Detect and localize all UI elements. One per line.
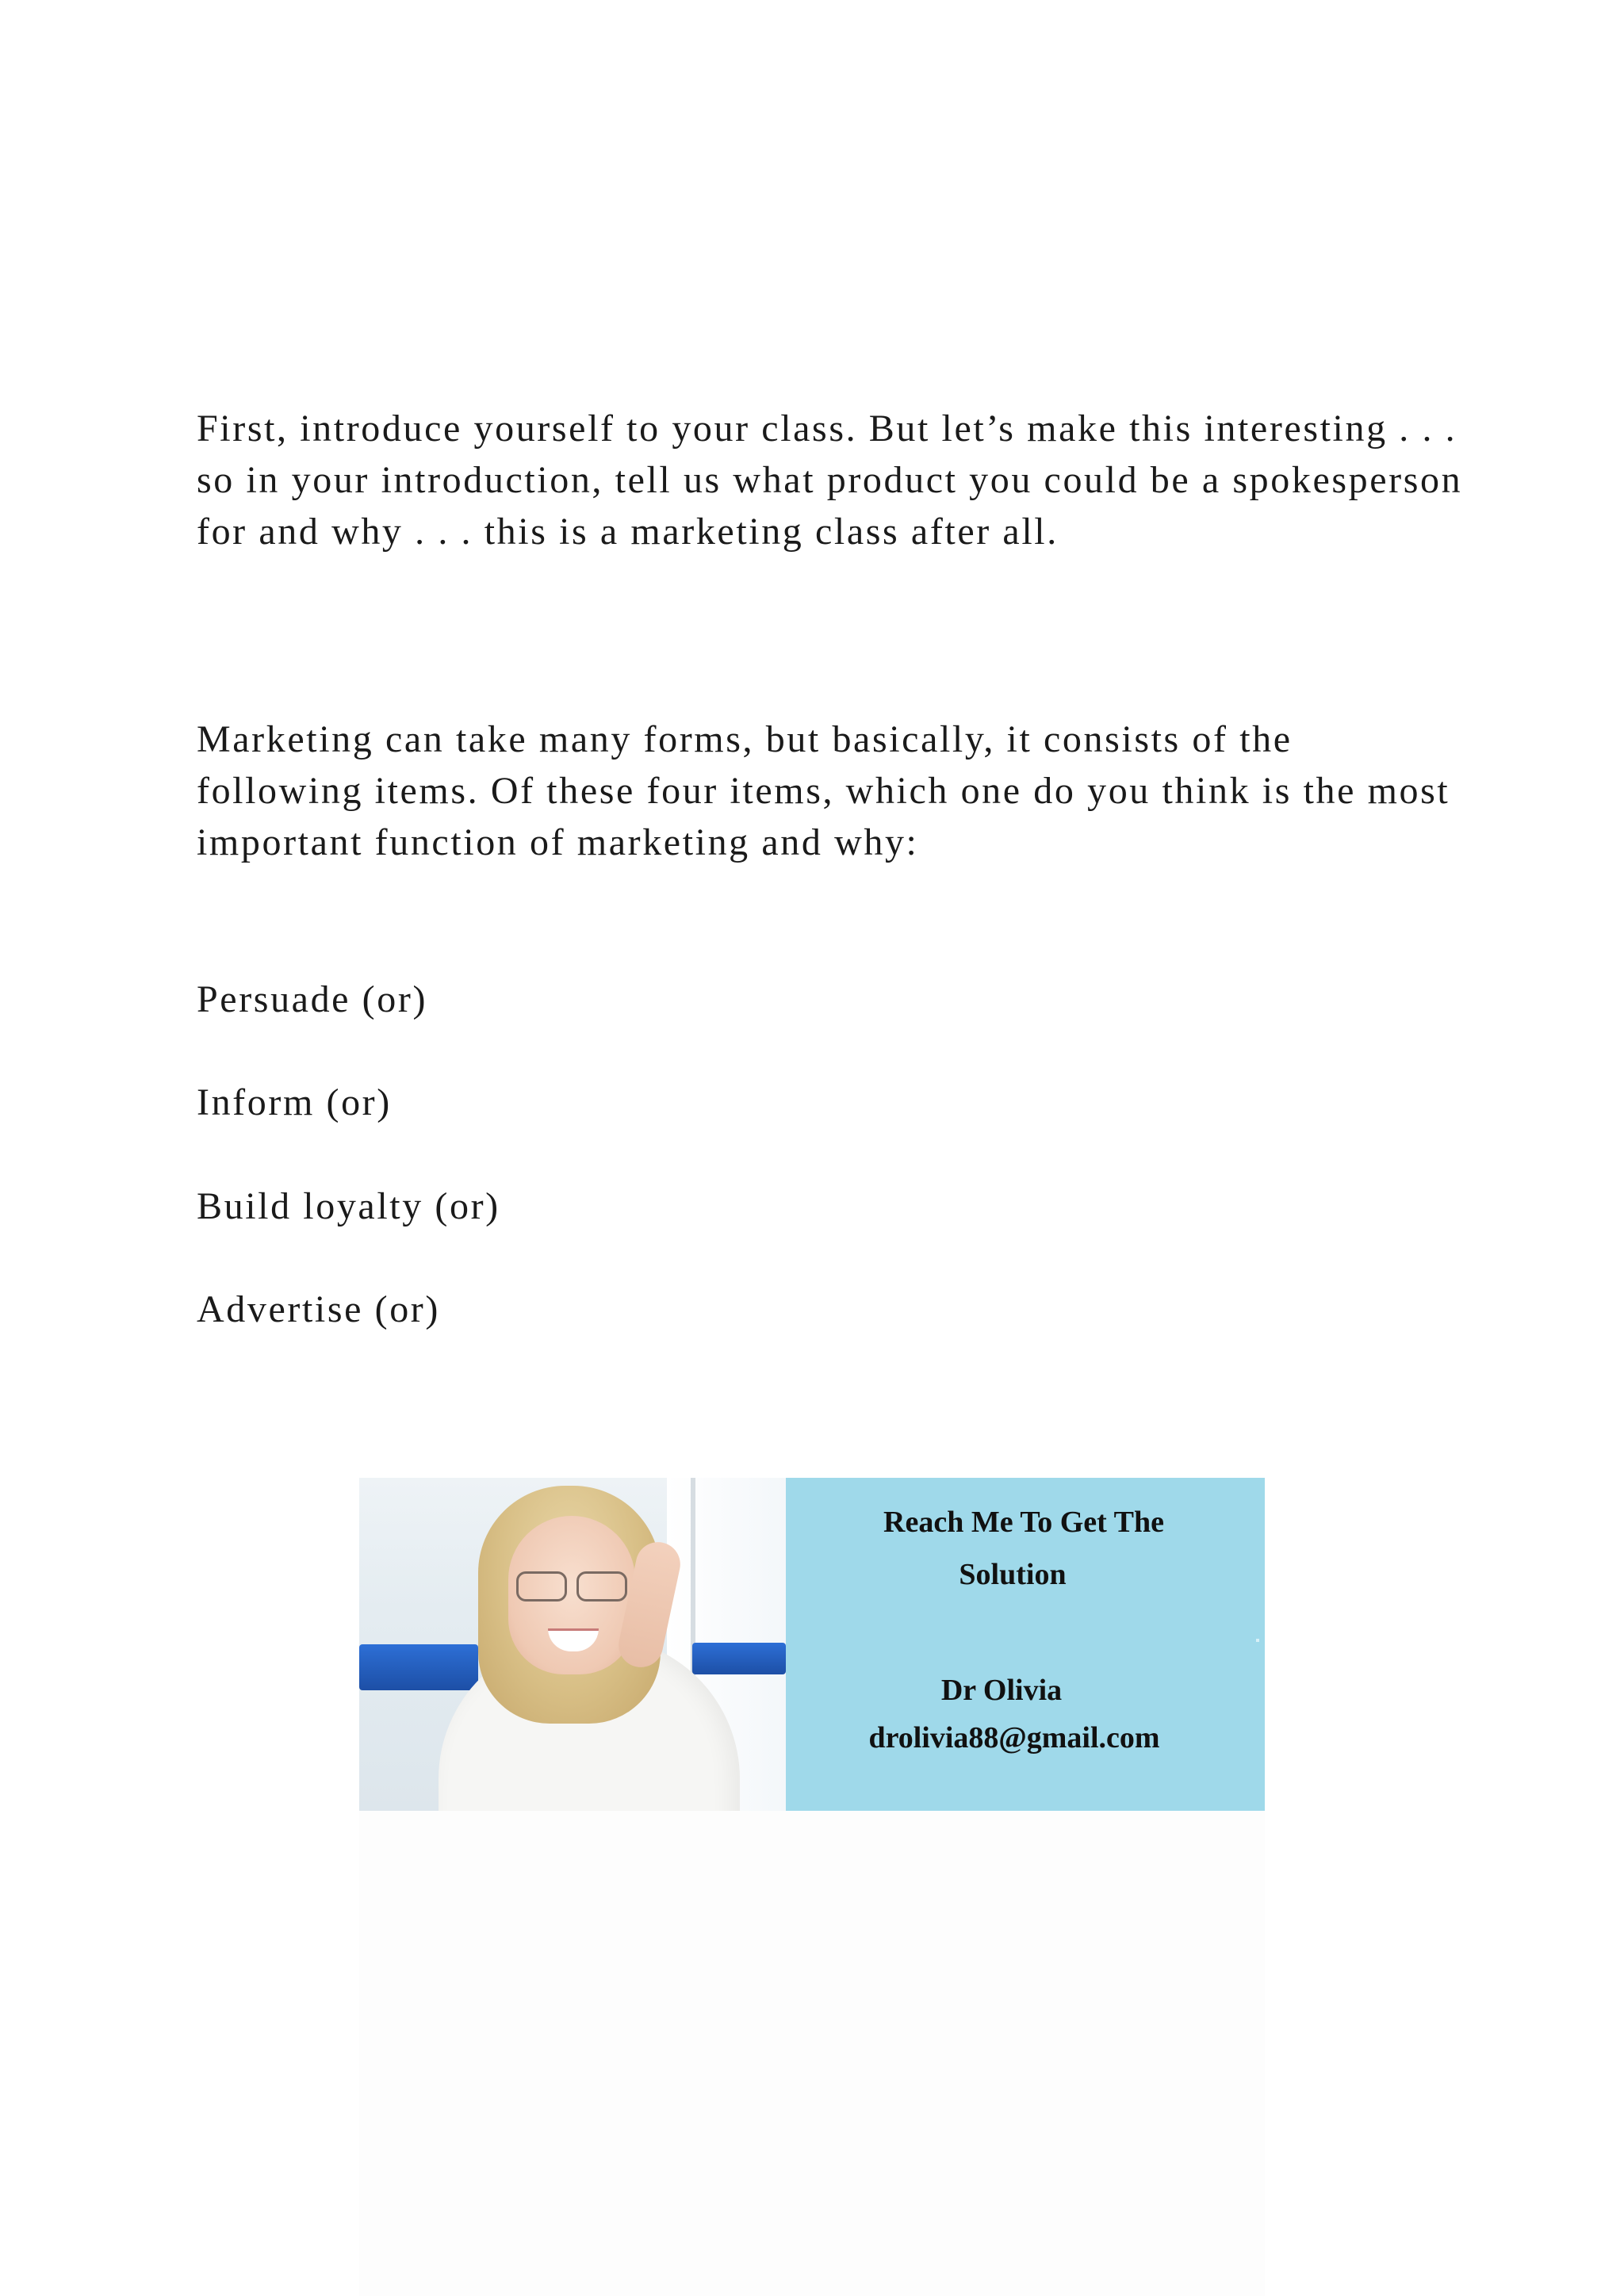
intro-paragraph: First, introduce yourself to your class. But let’s make this interesting . . . so in your introduction, tell us what product you could be a spokesperson for and why . . . this is a marketing class after all. xyxy=(197,408,1463,553)
option-persuade: Persuade (or) xyxy=(197,978,428,1020)
headline-line-1: Reach Me To Get The xyxy=(883,1506,1164,1539)
headline-line-2: Solution xyxy=(959,1558,1067,1591)
contact-banner xyxy=(359,1478,1265,1811)
glasses-icon xyxy=(516,1571,627,1600)
contact-panel xyxy=(786,1478,1265,1811)
blue-chair-left xyxy=(359,1644,478,1690)
blank-image-area xyxy=(359,1811,1265,2296)
option-advertise: Advertise (or) xyxy=(197,1288,440,1330)
contact-name: Dr Olivia xyxy=(940,1674,1063,1707)
speck xyxy=(1256,1639,1259,1642)
marketing-question-paragraph: Marketing can take many forms, but basically, it consists of the following items. Of these four items, which one do you think is the most important function of marketing and why: xyxy=(197,718,1450,863)
woman-photo xyxy=(359,1478,786,1811)
blue-chair-right xyxy=(692,1643,786,1674)
option-inform: Inform (or) xyxy=(197,1081,392,1123)
contact-email[interactable]: drolivia88@gmail.com xyxy=(868,1721,1160,1755)
option-build-loyalty: Build loyalty (or) xyxy=(197,1185,500,1227)
